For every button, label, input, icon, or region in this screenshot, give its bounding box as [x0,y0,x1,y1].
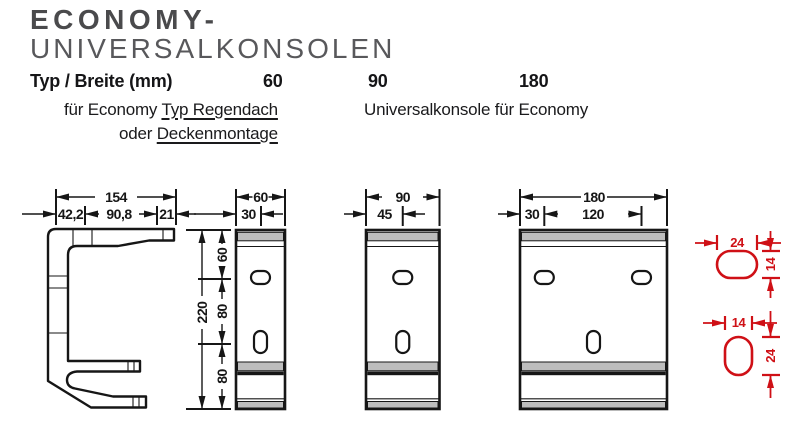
console180-slot-bottom [587,331,600,353]
dim-side-seg2: 90,8 [106,206,132,222]
dim-height-seg2: 80 [214,304,230,319]
dim-console180-span: 120 [582,206,604,222]
description-left [64,98,278,146]
dim-console90-width: 90 [395,189,411,205]
console90-slot-top [393,271,412,284]
type-width-label: Typ / Breite (mm) [30,71,173,91]
page-title-line2: UNIVERSALKONSOLEN [30,33,396,64]
technical-drawing [0,182,800,427]
desc-line1-link-text: Typ Regendach [161,100,278,119]
console180-slot-top-right [632,271,651,284]
dim-console180-width: 180 [583,189,605,205]
detail-slot-vertical-shape [725,337,752,375]
column-header-60: 60 [263,71,283,91]
column-header-90: 90 [368,71,388,91]
desc-line2-prefix: oder [118,124,157,143]
dim-detail-top-height: 14 [763,257,778,272]
description-right: Universalkonsole für Economy [364,100,588,119]
dim-side-seg3: 21 [159,206,174,222]
dim-height-seg1: 60 [214,247,230,263]
dim-console90-offset: 45 [377,206,392,222]
console90-slot-bottom [396,331,409,353]
dim-detail-top-width: 24 [730,235,744,250]
vertical-dimensions [186,230,231,409]
dim-console180-offset: 30 [524,206,540,222]
console60-slot-bottom [254,331,267,353]
detail-slot-horizontal-shape [717,251,757,278]
description-left-line1 [64,98,278,122]
side-view-drawing [22,189,196,408]
dim-detail-bottom-width: 14 [731,315,746,330]
dim-console60-width: 60 [253,189,268,205]
console-90-drawing [344,189,440,409]
column-header-180: 180 [519,71,549,91]
dim-side-seg1: 42,2 [57,206,84,222]
desc-line2-link-text: Deckenmontage [156,124,278,143]
dim-side-width-total: 154 [105,189,127,205]
dim-detail-bottom-height: 24 [763,349,778,363]
slot-detail-horizontal [695,231,781,298]
dim-height-total: 220 [194,301,210,324]
desc-line1-prefix: für Economy [64,100,162,119]
slot-detail-vertical [703,311,780,398]
dim-height-seg3: 80 [214,369,230,384]
console-60-drawing [194,189,285,409]
page-title-line1: ECONOMY- [30,4,219,35]
dim-console60-offset: 30 [241,206,256,222]
console-180-drawing [498,189,667,409]
bracket-outline [48,229,174,408]
description-left-line2 [64,122,278,146]
console180-slot-top-left [535,271,554,284]
console60-slot-top [251,271,270,284]
